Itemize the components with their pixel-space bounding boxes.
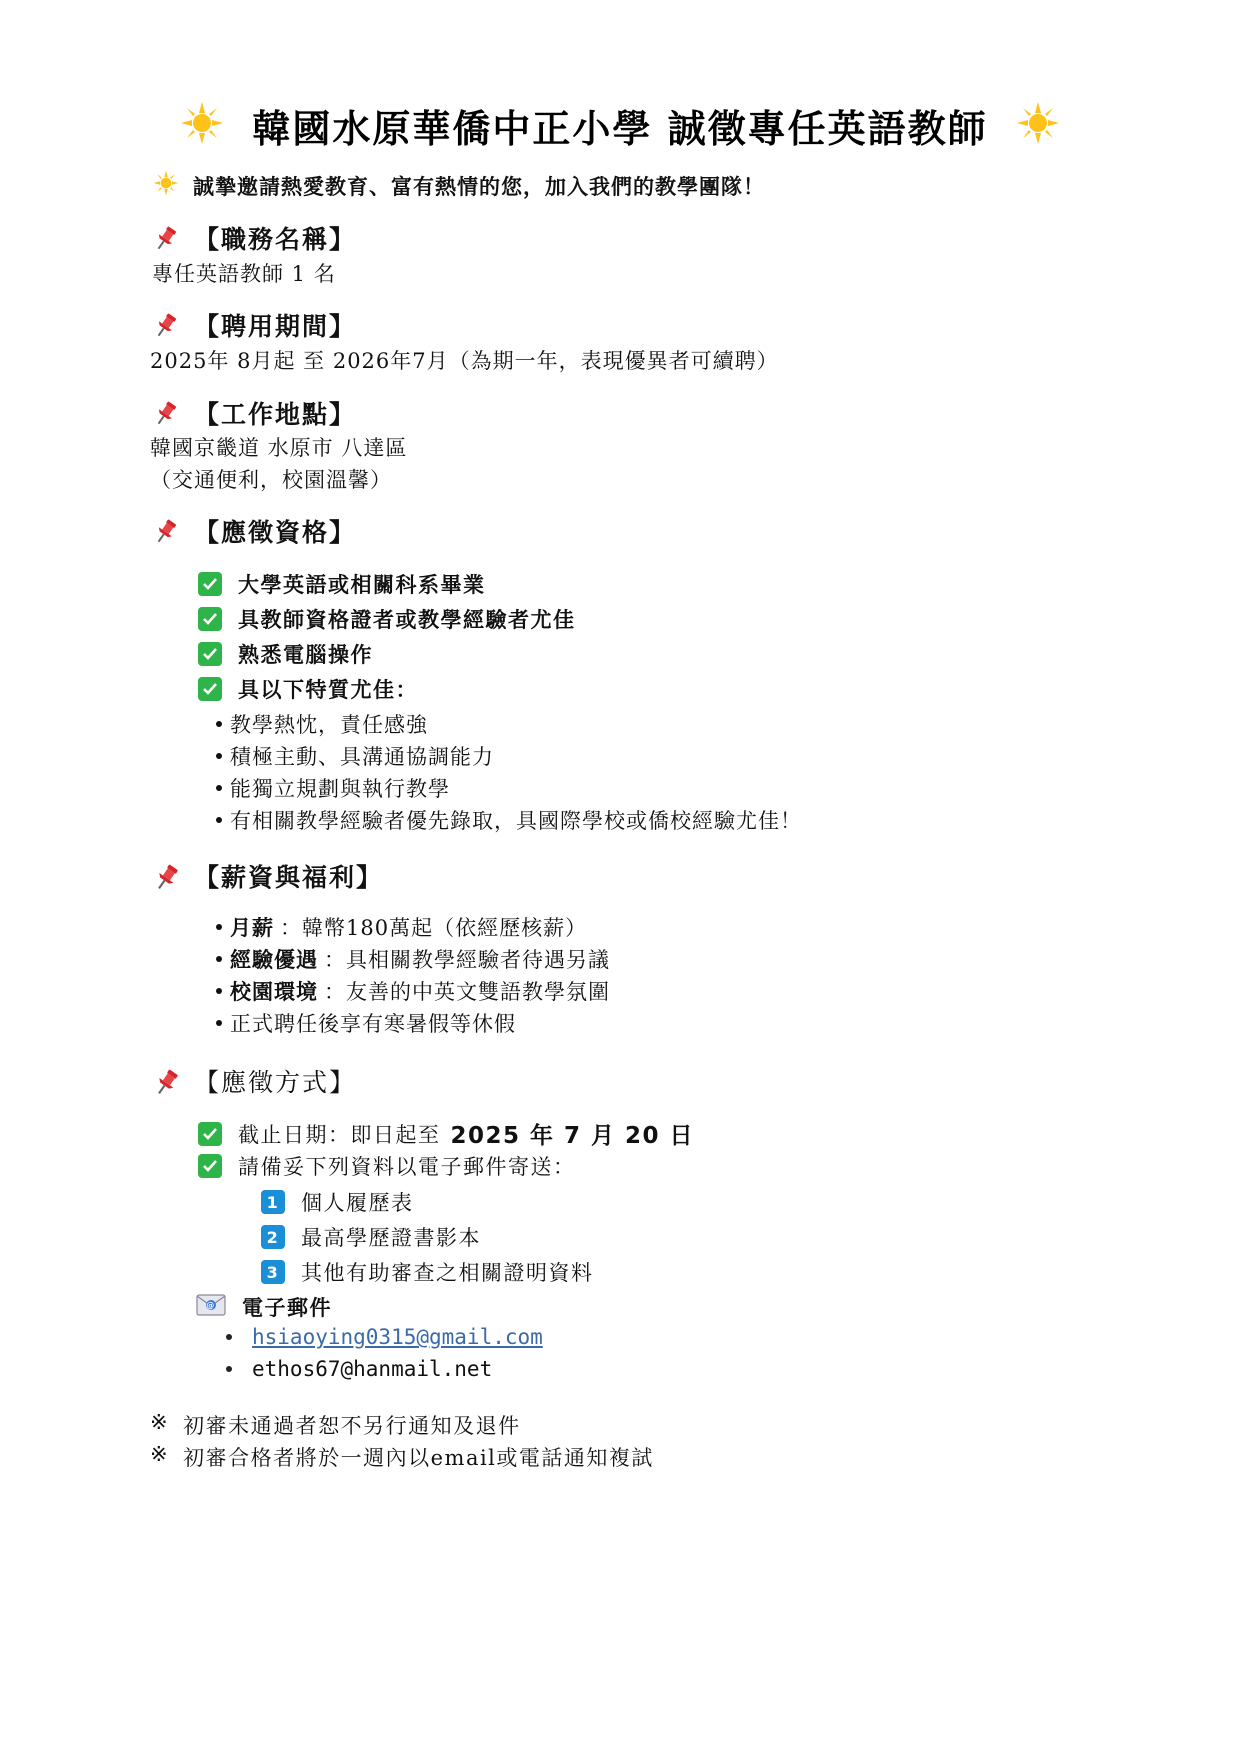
- qualification-item: 具教師資格證者或教學經驗者尤佳: [198, 604, 576, 634]
- intro-line: [153, 170, 765, 201]
- keycap-number-icon: 3: [261, 1260, 285, 1284]
- salary-item: 經驗優遇 ：具相關教學經驗者待遇另議: [216, 944, 610, 974]
- section-heading: 【薪資與福利】: [194, 863, 384, 892]
- pushpin-icon: [152, 399, 180, 427]
- salary-item: 校園環境 ：友善的中英文雙語教學氛圍: [216, 976, 610, 1006]
- keycap-number-icon: 1: [261, 1190, 285, 1214]
- pushpin-icon: [152, 311, 180, 339]
- svg-text:@: @: [206, 1300, 216, 1310]
- trait-item: 積極主動、具溝通協調能力: [216, 741, 494, 771]
- sun-icon: [1016, 101, 1060, 149]
- section-heading: 【聘用期間】: [194, 312, 357, 341]
- qualification-item: 具以下特質尤佳：: [198, 674, 418, 704]
- intro-text: 誠摯邀請熱愛教育、富有熱情的您，加入我們的教學團隊！: [193, 174, 765, 199]
- section-period-heading: [152, 307, 356, 343]
- bullet-dot: [216, 753, 222, 759]
- pushpin-icon: [152, 862, 180, 890]
- email-list-item: [226, 1357, 492, 1381]
- section-position-heading: [152, 220, 356, 256]
- position-text: 專任英語教師 1 名: [152, 262, 336, 286]
- email-list-item: [226, 1325, 543, 1349]
- salary-item: 月薪 ：韓幣180萬起（依經歷核薪）: [216, 912, 587, 942]
- deadline-date: 2025 年 7 月 20 日: [450, 1123, 695, 1149]
- keycap-number-icon: 2: [261, 1225, 285, 1249]
- document-item: 1 個人履歷表: [261, 1187, 414, 1217]
- section-apply-heading: [152, 1063, 356, 1099]
- check-box-icon: [198, 572, 222, 596]
- section-heading: 【職務名稱】: [194, 225, 357, 254]
- location-line1: 韓國京畿道 水原市 八達區: [150, 436, 408, 460]
- document-item: 3 其他有助審查之相關證明資料: [261, 1257, 594, 1287]
- prepare-item: 請備妥下列資料以電子郵件寄送：: [198, 1151, 576, 1181]
- qualification-item: 大學英語或相關科系畢業: [198, 569, 486, 599]
- section-heading: 【應徵方式】: [194, 1068, 357, 1097]
- bullet-dot: [216, 721, 222, 727]
- note-mark: ※: [150, 1410, 170, 1434]
- section-heading: 【應徵資格】: [194, 518, 357, 547]
- email-text: ethos67@hanmail.net: [252, 1357, 493, 1381]
- salary-item: 正式聘任後享有寒暑假等休假: [216, 1008, 516, 1038]
- check-box-icon: [198, 1154, 222, 1178]
- trait-item: 能獨立規劃與執行教學: [216, 773, 450, 803]
- section-salary-heading: [152, 858, 383, 894]
- bullet-dot: [216, 924, 222, 930]
- check-box-icon: [198, 677, 222, 701]
- check-box-icon: [198, 607, 222, 631]
- qualification-item: 熟悉電腦操作: [198, 639, 373, 669]
- sun-icon: [180, 101, 224, 149]
- trait-item: 有相關教學經驗者優先錄取，具國際學校或僑校經驗尤佳！: [216, 805, 802, 835]
- pushpin-icon: [152, 224, 180, 252]
- check-box-icon: [198, 642, 222, 666]
- page-title: 韓國水原華僑中正小學 誠徵專任英語教師: [252, 106, 988, 151]
- bullet-dot: [216, 817, 222, 823]
- title-row: [150, 95, 1090, 155]
- period-text: 2025年 8月起 至 2026年7月（為期一年，表現優異者可續聘）: [150, 349, 779, 373]
- deadline-item: 截止日期：即日起至 2025 年 7 月 20 日: [198, 1117, 694, 1150]
- note-mark: ※: [150, 1442, 170, 1466]
- pushpin-icon: [152, 517, 180, 545]
- location-line2: （交通便利，校園溫馨）: [150, 468, 392, 492]
- email-link[interactable]: hsiaoying0315@gmail.com: [252, 1325, 543, 1349]
- email-heading: @ 電子郵件: [196, 1292, 332, 1322]
- document-item: 2 最高學歷證書影本: [261, 1222, 481, 1252]
- section-qualifications-heading: [152, 513, 356, 549]
- bullet-dot: [216, 956, 222, 962]
- bullet-dot: [226, 1334, 232, 1340]
- section-heading: 【工作地點】: [194, 400, 357, 429]
- bullet-dot: [216, 785, 222, 791]
- bullet-dot: [216, 1020, 222, 1026]
- sun-icon: [153, 170, 179, 201]
- envelope-icon: [196, 1294, 226, 1321]
- check-box-icon: [198, 1122, 222, 1146]
- section-location-heading: [152, 395, 356, 431]
- bullet-dot: [226, 1366, 232, 1372]
- bullet-dot: [216, 988, 222, 994]
- note-line: ※ 初審合格者將於一週內以email或電話通知複試: [150, 1442, 654, 1470]
- trait-item: 教學熱忱，責任感強: [216, 709, 428, 739]
- note-line: ※ 初審未通過者恕不另行通知及退件: [150, 1410, 521, 1438]
- pushpin-icon: [152, 1067, 180, 1095]
